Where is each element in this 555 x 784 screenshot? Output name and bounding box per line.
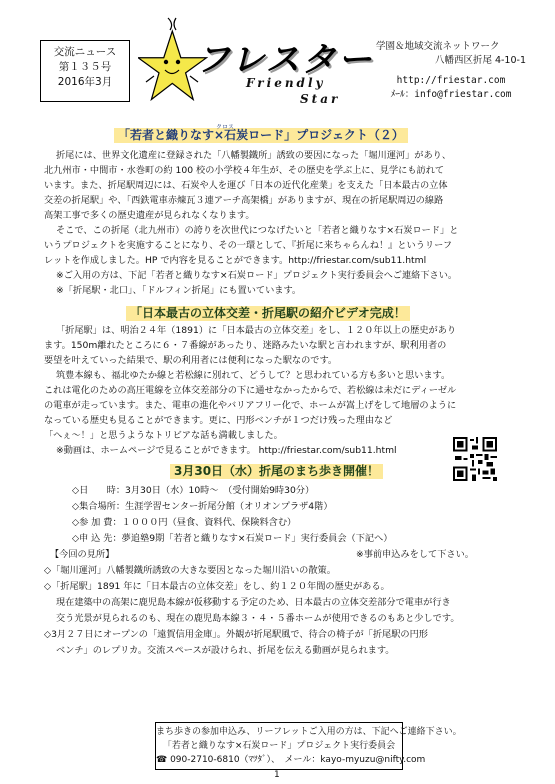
- logo-subtitle-friendly: Friendly: [246, 76, 326, 90]
- section1-line-4: 交差の折尾駅」や、「西鉄電車赤煉瓦３連アーチ高架橋」がありますが、現在の折尾駅周辺の線路: [44, 195, 444, 206]
- tour-line-6: ベンチ」のレプリカ。交流スペースが設けられ、折尾を伝える動画が見られます。: [56, 645, 395, 656]
- section1-line-1: 折尾には、世界文化遺産に登録された「八幡製鐵所」誘致の要因になった「堀川運河」があり、: [56, 150, 452, 161]
- tour-line-5: ◇3月２７日にオープンの「遠賀信用金庫」。外観が折尾駅風で、待合の椅子が「折尾駅の円形: [44, 629, 428, 640]
- section3-heading: 3月30日（水）折尾のまち歩き開催！: [170, 464, 383, 479]
- org-mail[interactable]: ﾒｰﾙ：info@friestar.com: [390, 89, 512, 100]
- event-fee: ◇参 加 費：１０００円（昼食、資料代、保険料含む）: [72, 517, 297, 528]
- section2-line-9: ※動画は、ホームページで見ることができます。 http://friestar.com/sub11.html: [56, 445, 397, 456]
- section1-line-8: レットを作成しました。HP で内容を見ることができます。http://friestar.com/sub11.html: [44, 255, 427, 266]
- contact-line-3[interactable]: ☎ 090-2710-6810（ﾏﾂﾀﾞ）、 メール：kayo-myuzu@nifty.com: [156, 755, 426, 765]
- issue-number: 第１３５号: [58, 61, 112, 73]
- contact-line-1: まち歩きの参加申込み、リーフレットご入用の方は、下記へご連絡下さい。: [156, 727, 462, 737]
- org-url[interactable]: http://friestar.com: [396, 75, 506, 86]
- section2-line-2: ます。150m離れたところに６・７番線があったり、迷路みたいな駅と言われますが、駅利用者の: [44, 340, 447, 351]
- event-date: ◇日 時：3月30日（水）10時～ （受付開始9時30分）: [72, 485, 315, 496]
- organization-info: [376, 40, 526, 102]
- contact-box: [155, 722, 462, 770]
- logo: [138, 14, 374, 114]
- section2-line-6: の電車が走っています。また、電車の進化やバリアフリー化で、ホームが嵩上げをして地層のように: [44, 400, 457, 411]
- event-meeting-place: ◇集合場所：生涯学習センター折尾分館（オリオンプラザ4階）: [72, 501, 333, 512]
- section1-heading-pre: 「若者と織りなす: [118, 128, 215, 142]
- section1-heading-mark: クロス ×: [214, 128, 224, 143]
- section1-line-9: ※ご入用の方は、下記「若者と織りなす×石炭ロード」プロジェクト実行委員会へご連絡下さい。: [56, 270, 458, 281]
- tour-line-4: 交う光景が見られるのも、現在の鹿児島本線３・４・５番ホームが使用できるのもあと少しです。: [56, 613, 460, 624]
- logo-subtitle-star: Star: [300, 92, 341, 106]
- tour-line-2: ◇「折尾駅」1891 年に「日本最古の立体交差」をし、約１２０年間の歴史がある。: [44, 581, 390, 592]
- issue-title: 交流ニュース: [53, 46, 117, 58]
- qr-code-icon[interactable]: [453, 437, 497, 481]
- issue-date: 2016年3月: [57, 76, 113, 88]
- section1-heading: [114, 124, 408, 143]
- org-name: 学園＆地域交流ネットワーク: [376, 41, 500, 52]
- page-number: 1: [274, 770, 280, 780]
- section1-heading-post: 石炭ロード」プロジェクト（２）: [224, 128, 404, 142]
- section1-line-3: います。また、折尾駅周辺には、石炭や人を運び「日本の近代化産業」を支えた「日本最古の立体: [44, 180, 448, 191]
- tour-highlights-label: 【今回の見所】: [50, 549, 115, 560]
- event-application: ◇申 込 先：夢追塾9期「若者と織りなす×石炭ロード」実行委員会（下記へ）: [72, 533, 393, 544]
- org-address: 八幡西区折尾 4-10-1: [434, 55, 526, 66]
- section1-line-10: ※「折尾駅・北口」、「ドルフィン折尾」にも置いています。: [56, 285, 302, 296]
- section1-line-5: 高架工事で多くの歴史遺産が見られなくなります。: [44, 210, 255, 221]
- section1-heading-ruby: クロス: [216, 124, 235, 131]
- section2-line-4: 筑豊本線も、福北ゆたか線と若松線に別れて、どうして？と思われている方も多いと思います。: [56, 370, 451, 381]
- tour-line-3: 現在建築中の高架に鹿児島本線が仮移動する予定のため、日本最古の立体交差部分で電車が行き: [56, 597, 451, 608]
- tour-line-1: ◇「堀川運河」八幡製鐵所誘致の大きな要因となった堀川沿いの散策。: [44, 565, 336, 576]
- section1-line-2: 北九州市・中間市・水巻町の約 100 校の小学校４年生が、その歴史を学ぶ上に、見学にも訪れて: [44, 165, 445, 176]
- issue-box: [40, 40, 130, 102]
- section2-line-5: これは電化のための高圧電線を立体交差部分の下に通せなかったからで、若松線は未だにディーゼル: [44, 385, 457, 396]
- logo-title: フレスター: [196, 40, 374, 80]
- section2-line-8: 「へぇ～！」と思うようなトリビアな話も満載しました。: [44, 430, 283, 441]
- section2-line-1: 「折尾駅」は、明治２４年（1891）に「日本最古の立体交差」をし、１２０年以上の歴史があり: [56, 325, 457, 336]
- section1-line-6: そこで、この折尾（北九州市）の誇りを次世代につなげたいと「若者と織りなす×石炭ロード」と: [56, 225, 459, 236]
- section2-line-3: 要望を叶えていった結果で、駅の利用者には便利になった駅なのです。: [44, 355, 338, 366]
- section1-line-7: いうプロジェクトを実施することになり、その一環として、『折尾に来ちゃらんね！』というリーフ: [44, 240, 453, 251]
- section2-line-7: なっている歴史も見ることができます。更に、円形ベンチが１つだけ残った理由など: [44, 415, 393, 426]
- tour-note: ※事前申込みをして下さい。: [356, 549, 474, 560]
- contact-line-2: 「若者と織りなす×石炭ロード」プロジェクト実行委員会: [162, 741, 396, 751]
- section2-heading: 「日本最古の立体交差・折尾駅の紹介ビデオ完成！: [126, 306, 410, 321]
